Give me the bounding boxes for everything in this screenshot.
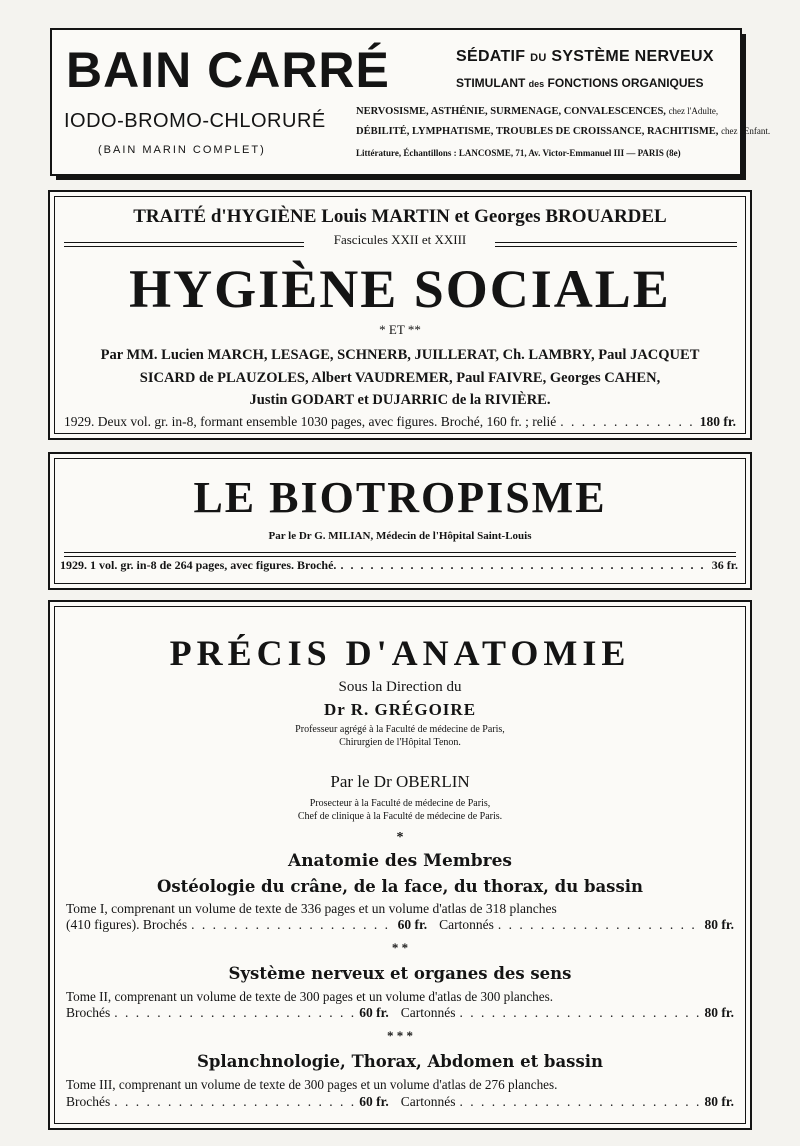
anatomie-by-role-2: Chef de clinique à la Faculté de médecine de Paris. xyxy=(297,811,503,822)
bain-right-line2: STIMULANT des FONCTIONS ORGANIQUES xyxy=(456,76,704,90)
tome3-title: Splanchnologie, Thorax, Abdomen et bassin xyxy=(196,1052,604,1071)
anatomie-title: PRÉCIS D'ANATOMIE xyxy=(169,633,631,673)
biotropisme-rule xyxy=(64,552,736,557)
bain-ad xyxy=(50,28,771,176)
hygiene-authors-1: Par MM. Lucien MARCH, LESAGE, SCHNERB, JUILLERAT, Ch. LAMBRY, Paul JACQUET xyxy=(100,347,700,363)
anatomie-section-title: Anatomie des Membres xyxy=(288,851,512,871)
tome2-desc: Tome II, comprenant un volume de texte de 300 pages et un volume d'atlas de 300 planches. xyxy=(66,989,554,1004)
hygiene-series: TRAITÉ d'HYGIÈNE Louis MARTIN et Georges BROUARDEL xyxy=(133,206,667,227)
tome3-desc: Tome III, comprenant un volume de texte de 300 pages et un volume d'atlas de 276 planches. xyxy=(66,1077,558,1092)
bain-title: BAIN CARRÉ xyxy=(66,42,390,98)
tome1-cartonnes-label: Cartonnés xyxy=(439,917,494,932)
bain-right-line1: SÉDATIF DU SYSTÈME NERVEUX xyxy=(456,48,714,65)
hygiene-stars: * ET ** xyxy=(379,322,421,337)
tome2-cartonnes-price: 80 fr. xyxy=(704,1005,734,1020)
bain-indications-child: DÉBILITÉ, LYMPHATISME, TROUBLES DE CROISSANCE, RACHITISME, chez l'Enfant. xyxy=(356,126,771,137)
anatomie-director-role-1: Professeur agrégé à la Faculté de médecine de Paris, xyxy=(295,724,505,735)
hygiene-leader-dots xyxy=(560,414,696,430)
anatomie-star-3: * * * xyxy=(387,1028,413,1043)
anatomie-by: Par le Dr OBERLIN xyxy=(330,772,470,791)
tome1-dots-2 xyxy=(498,917,701,933)
tome2-cartonnes-label: Cartonnés xyxy=(400,1005,456,1020)
anatomie-by-role-1: Prosecteur à la Faculté de médecine de Paris, xyxy=(309,798,491,809)
biotropisme-author: Par le Dr G. MILIAN, Médecin de l'Hôpital Saint-Louis xyxy=(268,530,532,542)
biotropisme-title: LE BIOTROPISME xyxy=(193,473,607,522)
hygiene-price: 180 fr. xyxy=(699,414,736,429)
bain-indications-adult: NERVOSISME, ASTHÉNIE, SURMENAGE, CONVALESCENCES, chez l'Adulte, xyxy=(356,106,719,117)
anatomie-direction: Sous la Direction du xyxy=(338,679,462,695)
hygiene-edition-row xyxy=(64,414,736,430)
tome2-title: Système nerveux et organes des sens xyxy=(228,964,572,983)
anatomie-star-1: * xyxy=(396,830,404,845)
tome3-broches-label: Brochés xyxy=(66,1094,111,1109)
bain-contact: Littérature, Échantillons : LANCOSME, 71, Av. Victor-Emmanuel III — PARIS (8e) xyxy=(356,148,681,158)
tome1-broches-label: (410 figures). Brochés xyxy=(66,917,188,932)
hygiene-authors-3: Justin GODART et DUJARRIC de la RIVIÈRE. xyxy=(249,392,551,408)
hygiene-ad xyxy=(48,190,752,440)
anatomie-ad xyxy=(48,600,752,1130)
biotropisme-edition: 1929. 1 vol. gr. in-8 de 264 pages, avec figures. Broché. xyxy=(60,558,337,572)
bain-paren: (BAIN MARIN COMPLET) xyxy=(98,144,266,156)
hygiene-fascicules: Fascicules XXII et XXIII xyxy=(333,232,467,247)
biotropisme-price: 36 fr. xyxy=(711,558,738,572)
anatomie-star-2: * * xyxy=(391,940,409,955)
hygiene-title: HYGIÈNE SOCIALE xyxy=(129,259,671,319)
anatomie-director-role-2: Chirurgien de l'Hôpital Tenon. xyxy=(339,737,461,748)
tome3-dots-1 xyxy=(114,1094,355,1110)
biotropisme-ad xyxy=(48,452,752,590)
tome1-desc: Tome I, comprenant un volume de texte de 336 pages et un volume d'atlas de 318 planches xyxy=(66,901,557,916)
biotropisme-edition-row xyxy=(60,558,738,573)
tome2-broches-price: 60 fr. xyxy=(359,1005,389,1020)
tome3-broches-price: 60 fr. xyxy=(359,1094,389,1109)
tome3-dots-2 xyxy=(460,1094,701,1110)
tome2-dots-2 xyxy=(460,1005,701,1021)
tome3-cartonnes-price: 80 fr. xyxy=(704,1094,734,1109)
tome3-cartonnes-label: Cartonnés xyxy=(400,1094,456,1109)
tome3-price-row xyxy=(66,1094,734,1110)
biotropisme-leader-dots xyxy=(340,558,707,573)
tome1-title: Ostéologie du crâne, de la face, du thorax, du bassin xyxy=(156,877,644,896)
hygiene-authors-2: SICARD de PLAUZOLES, Albert VAUDREMER, Paul FAIVRE, Georges CAHEN, xyxy=(139,370,661,386)
tome2-dots-1 xyxy=(114,1005,355,1021)
anatomie-director: Dr R. GRÉGOIRE xyxy=(323,700,477,719)
tome1-dots-1 xyxy=(191,917,394,933)
hygiene-edition: 1929. Deux vol. gr. in-8, formant ensemble 1030 pages, avec figures. Broché, 160 fr. ; relié xyxy=(64,414,557,429)
tome1-cartonnes-price: 80 fr. xyxy=(704,917,734,932)
bain-subtitle: IODO-BROMO-CHLORURÉ xyxy=(64,110,326,132)
tome1-price-row xyxy=(66,917,734,933)
tome2-broches-label: Brochés xyxy=(66,1005,111,1020)
tome2-price-row xyxy=(66,1005,734,1021)
tome1-broches-price: 60 fr. xyxy=(397,917,428,932)
